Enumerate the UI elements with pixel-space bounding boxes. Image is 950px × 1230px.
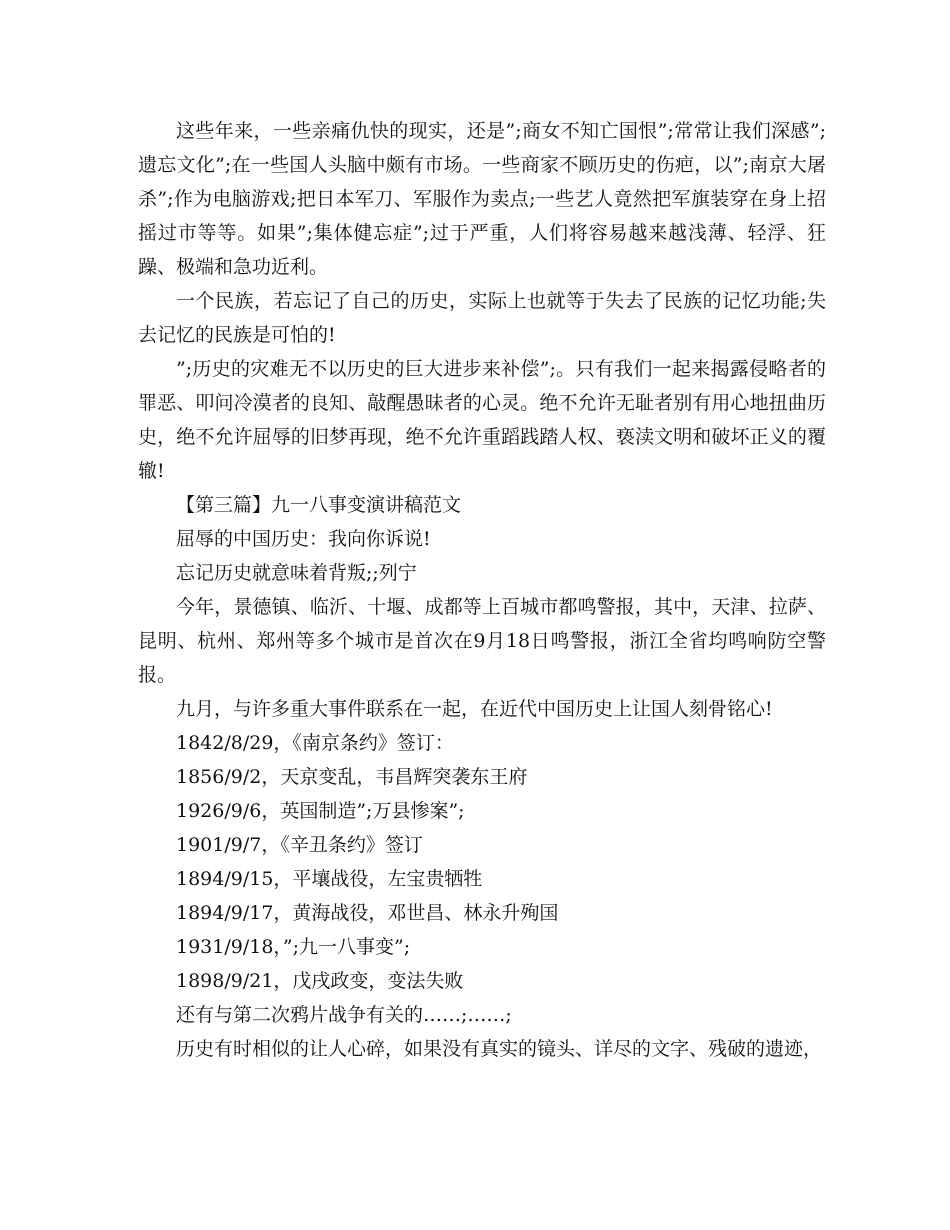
timeline-item: 1926/9/6，英国制造”;万县惨案”; — [176, 800, 465, 822]
paragraph-nation-memory: 一个民族，若忘记了自己的历史，实际上也就等于失去了民族的记忆功能;失去记忆的民族是可怕的! — [138, 290, 826, 346]
timeline-item: 1898/9/21，戊戌政变，变法失败 — [176, 970, 464, 992]
paragraph-september: 九月，与许多重大事件联系在一起，在近代中国历史上让国人刻骨铭心! — [176, 698, 773, 720]
paragraph-forgetting-culture: 这些年来，一些亲痛仇快的现实，还是”;商女不知亡国恨”;常常让我们深感”;遗忘文化”;在一些国人头脑中颇有市场。一些商家不顾历史的伤疤，以”;南京大屠杀”;作为电脑游戏;把日本军刀、军服作为卖点;一些艺人竟然把军旗装穿在身上招摇过市等等。如果”;集体健忘症”;过于严重，人们将容易越来越浅薄、轻浮、狂躁、极端和急功近利。 — [138, 120, 826, 278]
timeline-item: 1856/9/2，天京变乱，韦昌辉突袭东王府 — [176, 766, 528, 788]
paragraph-air-raid-sirens: 今年，景德镇、临沂、十堰、成都等上百城市都鸣警报，其中，天津、拉萨、昆明、杭州、郑州等多个城市是首次在9月18日鸣警报，浙江全省均鸣响防空警报。 — [138, 596, 826, 686]
section-heading: 【第三篇】九一八事变演讲稿范文 — [176, 494, 462, 516]
timeline-item: 1894/9/17，黄海战役，邓世昌、林永升殉国 — [176, 902, 559, 924]
paragraph-history-compensation: ”;历史的灾难无不以历史的巨大进步来补偿”;。只有我们一起来揭露侵略者的罪恶、叩问冷漠者的良知、敲醒愚昧者的心灵。绝不允许无耻者别有用心地扭曲历史，绝不允许屈辱的旧梦再现，绝不允许重蹈践踏人权、亵渎文明和破坏正义的覆辙! — [138, 358, 826, 482]
paragraph-humiliating-history: 屈辱的中国历史：我向你诉说! — [176, 528, 431, 550]
paragraph-history-heartbreak: 历史有时相似的让人心碎，如果没有真实的镜头、详尽的文字、残破的遗迹， — [176, 1038, 823, 1060]
timeline-item: 1894/9/15，平壤战役，左宝贵牺牲 — [176, 868, 483, 890]
timeline-item: 1842/8/29，《南京条约》签订： — [176, 732, 454, 754]
document-body — [138, 114, 826, 1066]
timeline-item: 1931/9/18，”;九一八事变”; — [176, 936, 411, 958]
paragraph-opium-war: 还有与第二次鸦片战争有关的……;……; — [176, 1004, 512, 1026]
timeline-item: 1901/9/7，《辛丑条约》签订 — [176, 834, 423, 856]
paragraph-quote-lenin: 忘记历史就意味着背叛;;列宁 — [176, 562, 417, 584]
